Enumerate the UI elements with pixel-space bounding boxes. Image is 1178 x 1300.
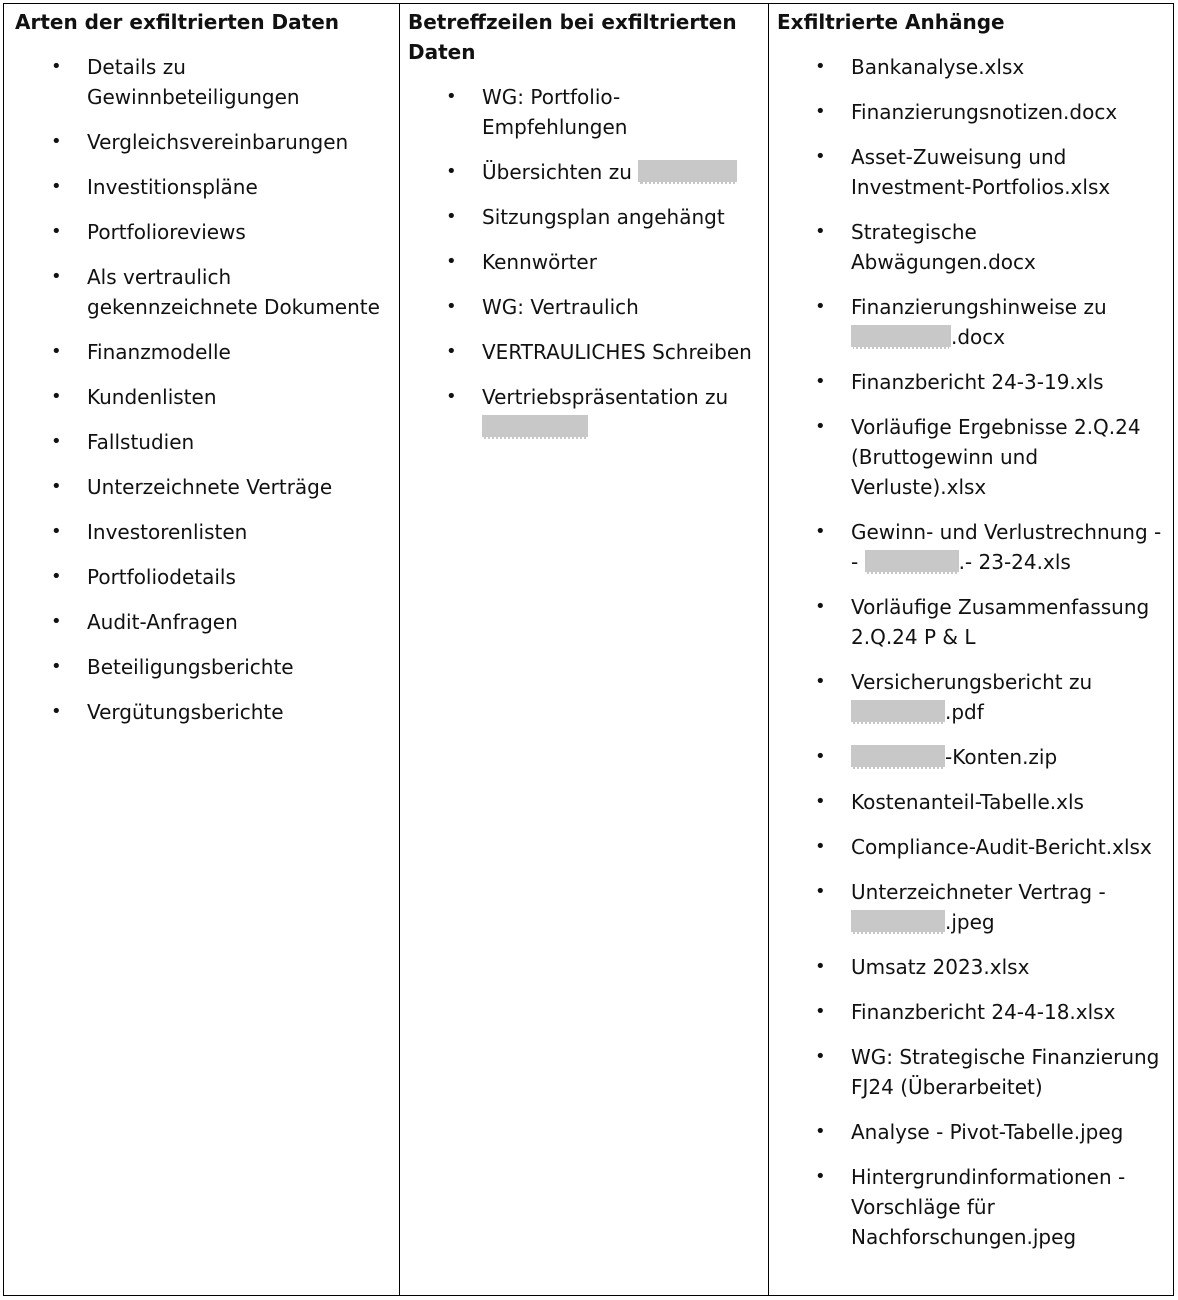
bullet-icon: • [446, 206, 457, 227]
list-item: • Fallstudien [4, 427, 399, 457]
list-item: • Portfolioreviews [4, 217, 399, 247]
bullet-icon: • [815, 416, 826, 437]
list-item: • Versicherungsbericht zu .pdf [769, 667, 1173, 727]
bullet-icon: • [51, 611, 62, 632]
bullet-icon: • [815, 521, 826, 542]
list-item: • Kennwörter [400, 247, 768, 277]
list-item: • Vergütungsberichte [4, 697, 399, 727]
list-item: • Asset-Zuweisung und Investment-Portfolios.xlsx [769, 142, 1173, 202]
bullet-icon: • [51, 701, 62, 722]
bullet-icon: • [815, 371, 826, 392]
column-attachments [769, 4, 1173, 1295]
list-item: • Investitionspläne [4, 172, 399, 202]
list-item: • Vertriebspräsentation zu [400, 382, 768, 442]
list-item: • Kundenlisten [4, 382, 399, 412]
list-item: • Kostenanteil-Tabelle.xls [769, 787, 1173, 817]
list-item: • Finanzbericht 24-4-18.xlsx [769, 997, 1173, 1027]
list-item: • Vergleichsvereinbarungen [4, 127, 399, 157]
bullet-icon: • [51, 566, 62, 587]
bullet-icon: • [815, 956, 826, 977]
list-item: • Audit-Anfragen [4, 607, 399, 637]
bullet-icon: • [51, 656, 62, 677]
list-item: • Vorläufige Zusammenfassung 2.Q.24 P & L [769, 592, 1173, 652]
list-item: • Finanzmodelle [4, 337, 399, 367]
bullet-icon: • [446, 251, 457, 272]
redaction-block [851, 325, 951, 349]
redaction-block [851, 700, 945, 724]
list-item: • Umsatz 2023.xlsx [769, 952, 1173, 982]
list-item: • WG: Portfolio-Empfehlungen [400, 82, 768, 142]
list-item: • Bankanalyse.xlsx [769, 52, 1173, 82]
list-item: • Unterzeichneter Vertrag - .jpeg [769, 877, 1173, 937]
list-item: • Beteiligungsberichte [4, 652, 399, 682]
attachments-list [769, 52, 1173, 1252]
bullet-icon: • [446, 86, 457, 107]
list-item: • Compliance-Audit-Bericht.xlsx [769, 832, 1173, 862]
list-item: • Finanzbericht 24-3-19.xls [769, 367, 1173, 397]
bullet-icon: • [446, 386, 457, 407]
bullet-icon: • [815, 836, 826, 857]
subject-lines-list [400, 82, 768, 442]
bullet-icon: • [51, 431, 62, 452]
column-header: Arten der exfiltrierten Daten [15, 10, 340, 34]
redaction-block [638, 160, 737, 184]
list-item: • Sitzungsplan angehängt [400, 202, 768, 232]
list-item: • VERTRAULICHES Schreiben [400, 337, 768, 367]
data-types-list [4, 52, 399, 727]
bullet-icon: • [815, 296, 826, 317]
exfiltration-table [3, 3, 1174, 1296]
bullet-icon: • [51, 131, 62, 152]
list-item: • WG: Strategische Finanzierung FJ24 (Überarbeitet) [769, 1042, 1173, 1102]
column-header: Betreffzeilen bei exfiltrierten Daten [408, 10, 737, 64]
bullet-icon: • [815, 101, 826, 122]
list-item: • WG: Vertraulich [400, 292, 768, 322]
list-item: • Finanzierungshinweise zu .docx [769, 292, 1173, 352]
bullet-icon: • [815, 1046, 826, 1067]
bullet-icon: • [815, 1001, 826, 1022]
list-item: • Vorläufige Ergebnisse 2.Q.24 (Bruttogewinn und Verluste).xlsx [769, 412, 1173, 502]
redaction-block [865, 550, 959, 574]
bullet-icon: • [815, 746, 826, 767]
list-item: • Details zu Gewinnbeteiligungen [4, 52, 399, 112]
bullet-icon: • [815, 1121, 826, 1142]
list-item: • Hintergrundinformationen - Vorschläge für Nachforschungen.jpeg [769, 1162, 1173, 1252]
bullet-icon: • [51, 341, 62, 362]
bullet-icon: • [51, 386, 62, 407]
bullet-icon: • [51, 476, 62, 497]
bullet-icon: • [815, 56, 826, 77]
list-item: • Als vertraulich gekennzeichnete Dokumente [4, 262, 399, 322]
list-item: • Analyse - Pivot-Tabelle.jpeg [769, 1117, 1173, 1147]
bullet-icon: • [51, 221, 62, 242]
bullet-icon: • [815, 221, 826, 242]
bullet-icon: • [51, 521, 62, 542]
bullet-icon: • [815, 881, 826, 902]
list-item: • Portfoliodetails [4, 562, 399, 592]
bullet-icon: • [51, 176, 62, 197]
bullet-icon: • [446, 341, 457, 362]
bullet-icon: • [815, 671, 826, 692]
bullet-icon: • [51, 56, 62, 77]
redaction-block [851, 745, 945, 769]
list-item: • Gewinn- und Verlustrechnung - - .- 23-24.xls [769, 517, 1173, 577]
bullet-icon: • [815, 791, 826, 812]
list-item: • Investorenlisten [4, 517, 399, 547]
redaction-block [851, 910, 945, 934]
bullet-icon: • [815, 596, 826, 617]
list-item: • -Konten.zip [769, 742, 1173, 772]
redaction-block [482, 415, 588, 439]
list-item: • Übersichten zu [400, 157, 768, 187]
list-item: • Unterzeichnete Verträge [4, 472, 399, 502]
bullet-icon: • [815, 1166, 826, 1187]
bullet-icon: • [446, 296, 457, 317]
column-data-types [4, 4, 400, 1295]
list-item: • Strategische Abwägungen.docx [769, 217, 1173, 277]
bullet-icon: • [815, 146, 826, 167]
bullet-icon: • [446, 161, 457, 182]
column-header: Exfiltrierte Anhänge [777, 10, 1005, 34]
bullet-icon: • [51, 266, 62, 287]
column-subject-lines [400, 4, 769, 1295]
list-item: • Finanzierungsnotizen.docx [769, 97, 1173, 127]
